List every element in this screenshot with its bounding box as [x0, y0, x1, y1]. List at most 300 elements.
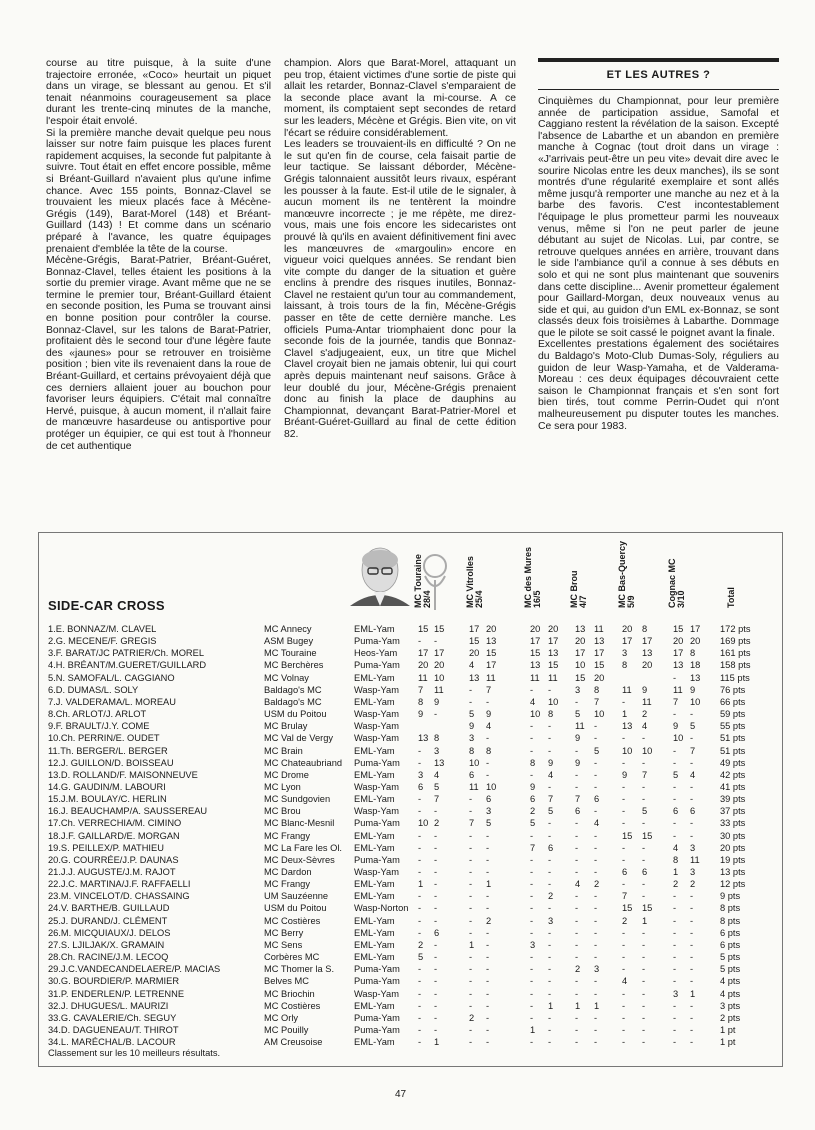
table-cell: MC Drome [264, 769, 309, 780]
table-cell: 1 [548, 1000, 554, 1011]
table-cell: - [434, 939, 438, 950]
table-cell: - [469, 964, 473, 975]
table-cell: EML-Yam [354, 879, 395, 890]
table-cell: 17 [418, 648, 429, 659]
table-cell: - [418, 636, 422, 647]
table-cell: 5 [690, 721, 696, 732]
table-cell: 5 [642, 806, 648, 817]
table-cell: - [673, 915, 677, 926]
table-cell: 34.D. DAGUENEAU/T. THIROT [48, 1024, 179, 1035]
table-cell: 2 [642, 709, 648, 720]
table-cell: 9 [434, 696, 440, 707]
table-cell: - [594, 988, 598, 999]
table-cell: - [673, 976, 677, 987]
table-cell: - [434, 915, 438, 926]
table-cell: 20 [486, 624, 497, 634]
table-cell: - [486, 976, 490, 987]
table-cell: - [690, 830, 694, 841]
table-cell: - [469, 879, 473, 890]
table-cell: 6 [434, 927, 440, 938]
table-cell: - [622, 952, 626, 963]
table-cell: 8.Ch. ARLOT/J. ARLOT [48, 709, 147, 720]
table-cell: - [594, 867, 598, 877]
table-cell: 32.J. DHUGUES/L. MAURIZI [48, 1000, 169, 1011]
table-cell: - [690, 1012, 694, 1023]
table-cell: 13 [642, 648, 653, 659]
table-cell: 169 pts [720, 636, 751, 647]
table-cell: 28.Ch. RACINE/J.M. LECOQ [48, 952, 169, 963]
table-cell: - [530, 769, 534, 780]
table-cell: - [622, 879, 626, 890]
table-cell: - [575, 745, 579, 756]
table-cell: 8 [594, 684, 600, 695]
table-cell: USM du Poitou [264, 903, 327, 914]
table-cell: 10 [622, 745, 633, 756]
table-cell: - [690, 733, 694, 744]
table-cell: 8 [530, 757, 536, 768]
table-cell: - [575, 1037, 579, 1048]
table-cell: - [673, 939, 677, 950]
table-cell: MC Volnay [264, 672, 309, 683]
table-cell: 10 [418, 818, 429, 829]
table-cell: 5 [434, 781, 440, 792]
column-header-touraine: MC Touraine 28/4 [413, 554, 432, 608]
table-cell: 23.M. VINCELOT/D. CHASSAING [48, 891, 190, 902]
table-cell: - [690, 952, 694, 963]
table-cell: 1 pt [720, 1024, 736, 1035]
table-cell: - [690, 818, 694, 829]
table-cell: Heos-Yam [354, 648, 398, 659]
table-cell: 76 pts [720, 684, 746, 695]
table-cell: EML-Yam [354, 672, 395, 683]
table-cell: 5 [418, 952, 424, 963]
table-cell: 19.S. PEILLEX/P. MATHIEU [48, 842, 164, 853]
table-cell: 7 [642, 769, 648, 780]
table-cell: 66 pts [720, 696, 746, 707]
table-cell: Wasp-Yam [354, 684, 399, 695]
table-cell: 6 [594, 794, 600, 805]
table-cell: - [486, 830, 490, 841]
table-cell: 3 [530, 939, 536, 950]
table-cell: EML-Yam [354, 939, 395, 950]
table-cell: 20 [575, 636, 586, 647]
table-cell: 4 [486, 721, 492, 732]
table-cell: - [690, 915, 694, 926]
table-cell: 15 [642, 903, 653, 914]
table-cell: - [548, 1012, 552, 1023]
table-cell: 17 [642, 636, 653, 647]
table-cell: EML-Yam [354, 952, 395, 963]
table-cell: - [434, 1000, 438, 1011]
table-cell: 15 [434, 624, 445, 634]
table-cell: 3 [673, 988, 679, 999]
table-cell: - [434, 806, 438, 817]
table-cell: 30.G. BOURDIER/P. MARMIER [48, 976, 180, 987]
table-cell: 17 [486, 660, 497, 671]
column-header-total: Total [726, 587, 736, 608]
table-cell: Puma-Yam [354, 964, 400, 975]
table-cell: 172 pts [720, 624, 751, 634]
table-cell: 10 [434, 672, 445, 683]
table-cell: - [469, 1037, 473, 1048]
table-cell: 5 [594, 745, 600, 756]
table-cell: 12 pts [720, 879, 746, 890]
table-cell: - [594, 952, 598, 963]
table-footnote: Classement sur les 10 meilleurs résultats. [48, 1048, 221, 1058]
table-cell: 11 [673, 684, 683, 695]
table-cell: 15 [622, 830, 633, 841]
table-cell: 7.J. VALDERAMA/L. MOREAU [48, 696, 176, 707]
table-cell: MC Dardon [264, 867, 312, 877]
table-cell: 6 [418, 781, 424, 792]
table-cell: - [486, 733, 490, 744]
table-cell: - [594, 891, 598, 902]
table-cell: 8 [673, 854, 679, 865]
table-cell: MC Pouilly [264, 1024, 309, 1035]
table-cell: 26.M. MICQUIAUX/J. DELOS [48, 927, 171, 938]
table-cell: MC Touraine [264, 648, 317, 659]
table-cell: - [575, 903, 579, 914]
table-cell: Wasp-Yam [354, 988, 399, 999]
table-cell: - [548, 976, 552, 987]
table-cell: 5 [530, 818, 536, 829]
table-cell: - [594, 769, 598, 780]
table-cell: 9 pts [720, 891, 741, 902]
table-cell: 10.Ch. PERRIN/E. OUDET [48, 733, 160, 744]
table-cell: - [530, 1000, 534, 1011]
table-cell: 2 [469, 1012, 475, 1023]
table-cell: - [642, 854, 646, 865]
table-cell: 20 [548, 624, 559, 634]
table-cell: MC Brain [264, 745, 303, 756]
table-cell: 42 pts [720, 769, 746, 780]
table-cell: - [530, 988, 534, 999]
table-cell: - [469, 806, 473, 817]
table-cell: 6 pts [720, 939, 741, 950]
table-cell: 10 [469, 757, 480, 768]
table-cell: - [530, 964, 534, 975]
table-cell: MC Costières [264, 915, 321, 926]
table-cell: - [434, 952, 438, 963]
table-cell: - [530, 915, 534, 926]
table-cell: 3 [622, 648, 628, 659]
table-cell: 8 [469, 745, 475, 756]
table-cell: - [469, 830, 473, 841]
table-cell: 2 [434, 818, 440, 829]
table-cell: 7 [434, 794, 440, 805]
table-cell: 17.Ch. VERRECHIA/M. CIMINO [48, 818, 182, 829]
table-cell: - [469, 1000, 473, 1011]
table-cell: 11 [469, 781, 479, 792]
table-cell: - [486, 757, 490, 768]
table-cell: - [486, 964, 490, 975]
table-cell: 7 [469, 818, 475, 829]
table-cell: 20 [642, 660, 653, 671]
table-cell: Puma-Yam [354, 818, 400, 829]
table-cell: 16.J. BEAUCHAMP/A. SAUSSEREAU [48, 806, 208, 817]
table-cell: - [673, 745, 677, 756]
table-cell: - [434, 1012, 438, 1023]
table-cell: - [622, 696, 626, 707]
table-cell: - [418, 794, 422, 805]
table-cell: 11 [530, 672, 540, 683]
table-cell: 20 [622, 624, 633, 634]
table-cell: - [434, 636, 438, 647]
table-cell: 1 [434, 1037, 440, 1048]
table-cell: MC Brou [264, 806, 301, 817]
table-cell: 9 [486, 709, 492, 720]
table-cell: - [690, 976, 694, 987]
table-cell: MC Thomer la S. [264, 964, 335, 975]
table-cell: 5 [673, 769, 679, 780]
table-cell: EML-Yam [354, 915, 395, 926]
table-cell: - [469, 891, 473, 902]
table-cell: 1.E. BONNAZ/M. CLAVEL [48, 624, 157, 634]
table-cell: EML-Yam [354, 891, 395, 902]
table-cell: - [418, 927, 422, 938]
table-cell: - [594, 854, 598, 865]
table-cell: - [548, 879, 552, 890]
table-cell: Wasp-Yam [354, 806, 399, 817]
table-cell: - [548, 745, 552, 756]
table-cell: 33.G. CAVALERIE/Ch. SEGUY [48, 1012, 177, 1023]
table-cell: Corbères MC [264, 952, 320, 963]
table-cell: 8 [622, 660, 628, 671]
table-cell: 17 [575, 648, 586, 659]
table-cell: 59 pts [720, 709, 746, 720]
table-cell: - [469, 952, 473, 963]
table-cell: - [530, 733, 534, 744]
table-cell: - [690, 927, 694, 938]
table-cell: - [434, 1024, 438, 1035]
table-cell: 1 [469, 939, 475, 950]
table-cell: 41 pts [720, 781, 746, 792]
table-cell: - [622, 1000, 626, 1011]
table-cell: Puma-Yam [354, 636, 400, 647]
portrait-photo [340, 540, 418, 606]
table-cell: 4 [642, 721, 648, 732]
table-cell: 13 [418, 733, 429, 744]
table-cell: - [418, 1024, 422, 1035]
table-cell: EML-Yam [354, 794, 395, 805]
table-cell: Wasp-Yam [354, 709, 399, 720]
table-cell: 3 [486, 806, 492, 817]
table-cell: 1 pt [720, 1037, 736, 1048]
table-cell: 1 [486, 879, 492, 890]
table-cell: 17 [690, 624, 701, 634]
table-cell: - [673, 891, 677, 902]
table-cell: 9 [418, 709, 424, 720]
table-cell: - [434, 842, 438, 853]
table-cell: EML-Yam [354, 1037, 395, 1048]
table-cell: 2.G. MECENE/F. GREGIS [48, 636, 157, 647]
table-cell: 17 [622, 636, 633, 647]
table-cell: 5.N. SAMOFAL/L. CAGGIANO [48, 672, 175, 683]
table-cell: 18.J.F. GAILLARD/E. MORGAN [48, 830, 180, 841]
table-cell: 20 [690, 636, 701, 647]
table-cell: - [622, 988, 626, 999]
table-cell: - [486, 769, 490, 780]
table-cell: - [575, 939, 579, 950]
table-cell: - [622, 794, 626, 805]
table-cell: - [418, 806, 422, 817]
table-cell: - [418, 891, 422, 902]
table-cell: 5 [486, 818, 492, 829]
table-cell: - [469, 903, 473, 914]
table-cell: 6 [622, 867, 628, 877]
table-cell: - [486, 988, 490, 999]
table-cell: 3 pts [720, 1000, 741, 1011]
table-cell: 11 [575, 721, 585, 732]
table-cell: - [690, 939, 694, 950]
table-cell: - [530, 891, 534, 902]
table-cell: 22.J.C. MARTINA/J.F. RAFFAELLI [48, 879, 191, 890]
table-cell: - [575, 927, 579, 938]
table-cell: ASM Bugey [264, 636, 314, 647]
table-cell: - [486, 854, 490, 865]
table-cell: - [642, 952, 646, 963]
table-cell: EML-Yam [354, 624, 395, 634]
table-cell: 2 [690, 879, 696, 890]
table-cell: - [690, 1037, 694, 1048]
paragraph: Excellentes prestations également des sociétaires du Baldago's Moto-Club Dumas-Soly, réguliers au guidon de leur Wasp-Yamaha, et de Valderama-Moreau : ces deux équipages découvraient cette saison le Championnat français et s'en sont fort bien tirés, tout comme Perrin-Oudet qui n'ont malheureusement pu disputer toutes les manches. Ce sera pour 1983. [538, 339, 779, 432]
table-cell: MC Chateaubriand [264, 757, 343, 768]
table-cell: 6 [642, 867, 648, 877]
table-cell: 1 [642, 915, 648, 926]
table-cell: - [690, 1024, 694, 1035]
table-cell: 15 [622, 903, 633, 914]
table-cell: Puma-Yam [354, 757, 400, 768]
table-cell: - [486, 939, 490, 950]
table-cell: - [434, 709, 438, 720]
table-cell: - [434, 988, 438, 999]
table-cell: 9 [575, 733, 581, 744]
table-cell: - [418, 1012, 422, 1023]
table-cell: 24.V. BARTHE/B. GUILLAUD [48, 903, 170, 914]
table-cell: AM Creusoise [264, 1037, 323, 1048]
table-cell: 17 [548, 636, 559, 647]
table-cell: 4.H. BRÉANT/M.GUERET/GUILLARD [48, 660, 207, 671]
table-cell: 11 [642, 696, 652, 707]
table-cell: 2 pts [720, 1012, 741, 1023]
table-cell: EML-Yam [354, 842, 395, 853]
table-cell: - [622, 1024, 626, 1035]
table-cell: - [594, 927, 598, 938]
table-cell: 34.L. MARÉCHAL/B. LACOUR [48, 1037, 176, 1048]
table-cell: 11 [548, 672, 558, 683]
table-cell: - [434, 854, 438, 865]
table-cell: 7 [530, 842, 536, 853]
table-cell: - [690, 757, 694, 768]
table-cell: 49 pts [720, 757, 746, 768]
table-cell: 55 pts [720, 721, 746, 732]
table-cell: 13.D. ROLLAND/F. MAISONNEUVE [48, 769, 198, 780]
table-cell: - [594, 733, 598, 744]
table-cell: 8 pts [720, 903, 741, 914]
table-cell: Baldago's MC [264, 684, 322, 695]
table-cell: - [575, 1012, 579, 1023]
table-cell: - [575, 696, 579, 707]
table-cell: 13 [690, 672, 701, 683]
table-cell: 21.J.J. AUGUSTE/J.M. RAJOT [48, 867, 176, 877]
table-cell: - [548, 1037, 552, 1048]
table-cell: Wasp-Yam [354, 733, 399, 744]
column-header-brou: MC Brou 4/7 [569, 570, 588, 608]
table-cell: - [622, 733, 626, 744]
table-cell: - [469, 696, 473, 707]
table-cell: - [575, 842, 579, 853]
column-header-bas-quercy: MC Bas-Quercy 5/9 [617, 540, 636, 608]
table-cell: 1 [690, 988, 696, 999]
table-cell: 13 pts [720, 867, 746, 877]
table-cell: - [548, 684, 552, 695]
table-cell: MC Annecy [264, 624, 312, 634]
table-cell: - [594, 1012, 598, 1023]
table-cell: 10 [594, 709, 605, 720]
table-cell: - [673, 964, 677, 975]
table-cell: - [486, 842, 490, 853]
table-cell: 10 [486, 781, 497, 792]
table-cell: EML-Yam [354, 927, 395, 938]
table-cell: - [575, 952, 579, 963]
table-cell: MC Brulay [264, 721, 308, 732]
table-cell: 1 [673, 867, 679, 877]
table-cell: MC Lyon [264, 781, 301, 792]
table-cell: - [418, 976, 422, 987]
table-cell: - [418, 964, 422, 975]
table-cell: - [434, 891, 438, 902]
table-cell: 2 [594, 879, 600, 890]
table-cell: 4 pts [720, 976, 741, 987]
table-cell: - [622, 964, 626, 975]
article-column-2 [284, 58, 516, 441]
table-cell: - [690, 891, 694, 902]
table-cell: - [673, 757, 677, 768]
table-cell: 13 [548, 648, 559, 659]
table-cell: - [673, 781, 677, 792]
table-cell: 9 [642, 684, 648, 695]
table-cell: - [575, 854, 579, 865]
table-cell: 13 [673, 660, 684, 671]
table-cell: - [642, 1024, 646, 1035]
column-header-mures: MC des Mures 16/5 [523, 546, 542, 608]
table-cell: 4 [548, 769, 554, 780]
table-cell: 3 [434, 745, 440, 756]
table-cell: - [469, 1024, 473, 1035]
table-cell: MC Berry [264, 927, 304, 938]
table-cell: - [575, 915, 579, 926]
table-cell: 15 [548, 660, 559, 671]
table-cell: 31.P. ENDERLEN/P. LETRENNE [48, 988, 185, 999]
table-cell: - [548, 1024, 552, 1035]
table-cell: - [548, 721, 552, 732]
table-cell: - [642, 964, 646, 975]
table-cell: USM du Poitou [264, 709, 327, 720]
table-cell: 7 [418, 684, 424, 695]
table-cell: 15 [673, 624, 684, 634]
table-cell: 15 [530, 648, 541, 659]
table-cell: - [642, 757, 646, 768]
table-cell: 7 [690, 745, 696, 756]
table-cell: 15 [486, 648, 497, 659]
table-cell: - [530, 867, 534, 877]
table-cell: - [575, 988, 579, 999]
table-cell: - [673, 1037, 677, 1048]
table-cell: 6 [690, 806, 696, 817]
table-cell: 20 [434, 660, 445, 671]
table-cell: Puma-Yam [354, 854, 400, 865]
table-cell: 2 [622, 915, 628, 926]
